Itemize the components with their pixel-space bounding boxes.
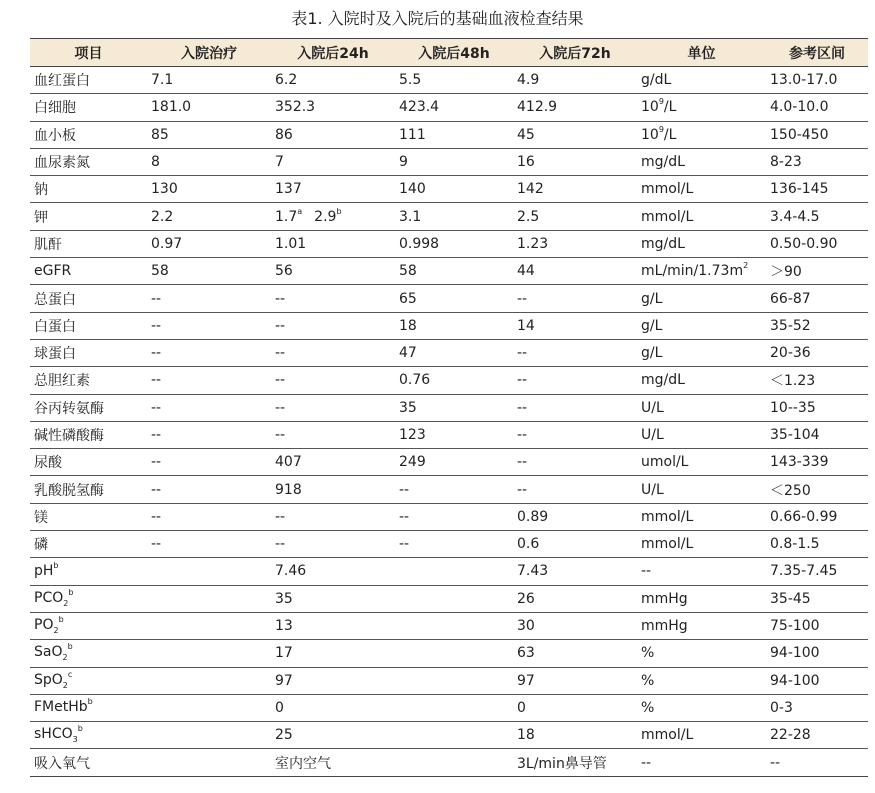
cell-admission: -- (147, 531, 271, 558)
cell-reference: 150-450 (766, 121, 868, 148)
unit-tail: /L (663, 99, 677, 116)
unit-exponent: 9 (658, 97, 664, 107)
cell-item: 血红蛋白 (30, 67, 147, 94)
cell-reference: 35-45 (766, 585, 868, 612)
cell-reference: 3.4-4.5 (766, 203, 868, 230)
cell-72h: 0.89 (513, 503, 637, 530)
cell-72h: -- (513, 421, 637, 448)
cell-48h (395, 612, 513, 639)
cell-72h: -- (513, 367, 637, 394)
cell-unit: mmol/L (637, 176, 766, 203)
cell-48h: 5.5 (395, 67, 513, 94)
cell-48h: 18 (395, 312, 513, 339)
cell-admission: -- (147, 421, 271, 448)
table-row (30, 203, 868, 230)
unit-base: 10 (641, 126, 659, 143)
cell-72h: 97 (513, 667, 637, 694)
cell-unit: mmol/L (637, 531, 766, 558)
cell-item: 总胆红素 (30, 367, 147, 394)
footnote-mark: a (297, 206, 303, 216)
table-row (30, 421, 868, 448)
cell-reference: 7.35-7.45 (766, 558, 868, 585)
cell-item: 总蛋白 (30, 285, 147, 312)
table-row (30, 367, 868, 394)
table-row (30, 449, 868, 476)
cell-24h: -- (271, 339, 395, 366)
cell-48h: -- (395, 531, 513, 558)
value-a: 1.7 (275, 208, 298, 225)
unit-exponent: 9 (658, 124, 664, 134)
table-row (30, 531, 868, 558)
unit-tail: /L (663, 126, 677, 143)
cell-unit (637, 258, 766, 285)
cell-admission: -- (147, 449, 271, 476)
cell-admission (147, 640, 271, 667)
cell-72h: 4.9 (513, 67, 637, 94)
cell-72h: -- (513, 394, 637, 421)
cell-48h: 0.998 (395, 230, 513, 257)
cell-item (30, 640, 147, 667)
unit-exponent: 2 (743, 261, 749, 271)
cell-unit: mmHg (637, 612, 766, 639)
cell-admission: 85 (147, 121, 271, 148)
cell-reference: 8-23 (766, 148, 868, 175)
cell-admission (147, 722, 271, 749)
cell-unit: U/L (637, 476, 766, 503)
cell-reference: 143-339 (766, 449, 868, 476)
cell-unit: U/L (637, 421, 766, 448)
table-row (30, 230, 868, 257)
cell-24h: 25 (271, 722, 395, 749)
footnote-mark: b (87, 697, 93, 707)
cell-72h: 3L/min鼻导管 (513, 749, 637, 776)
cell-admission (147, 585, 271, 612)
cell-item: 钾 (30, 203, 147, 230)
cell-reference: 0.8-1.5 (766, 531, 868, 558)
cell-72h: 2.5 (513, 203, 637, 230)
cell-48h (395, 667, 513, 694)
item-base: pH (34, 562, 54, 579)
cell-72h: 0 (513, 694, 637, 721)
cell-admission: 181.0 (147, 94, 271, 121)
cell-unit: U/L (637, 394, 766, 421)
cell-reference: 136-145 (766, 176, 868, 203)
cell-72h: 63 (513, 640, 637, 667)
cell-unit: -- (637, 749, 766, 776)
cell-unit: g/L (637, 312, 766, 339)
header-72h: 入院后72h (513, 39, 637, 67)
item-base: SpO (34, 671, 63, 688)
cell-48h: 123 (395, 421, 513, 448)
cell-24h: -- (271, 285, 395, 312)
cell-admission: -- (147, 394, 271, 421)
cell-48h: 35 (395, 394, 513, 421)
cell-reference: ＜1.23 (766, 367, 868, 394)
cell-reference: ＞90 (766, 258, 868, 285)
table-row (30, 121, 868, 148)
cell-admission: -- (147, 285, 271, 312)
cell-admission (147, 749, 271, 776)
cell-unit: g/L (637, 339, 766, 366)
cell-reference: 0.66-0.99 (766, 503, 868, 530)
table-row (30, 694, 868, 721)
item-base: PCO (34, 589, 64, 606)
header-24h: 入院后24h (271, 39, 395, 67)
item-base: FMetHb (34, 699, 88, 716)
cell-reference: 20-36 (766, 339, 868, 366)
unit-base: 10 (641, 99, 659, 116)
cell-unit: umol/L (637, 449, 766, 476)
cell-reference: 13.0-17.0 (766, 67, 868, 94)
item-subscript: 2 (53, 625, 59, 635)
footnote-mark: b (68, 587, 74, 597)
cell-48h: -- (395, 476, 513, 503)
cell-72h: 0.6 (513, 531, 637, 558)
cell-item: 乳酸脱氢酶 (30, 476, 147, 503)
cell-48h: 249 (395, 449, 513, 476)
table-row (30, 749, 868, 776)
cell-24h: 97 (271, 667, 395, 694)
cell-reference: -- (766, 749, 868, 776)
cell-unit: mmol/L (637, 503, 766, 530)
footnote-mark: b (67, 642, 73, 652)
cell-reference: 94-100 (766, 640, 868, 667)
table-row (30, 67, 868, 94)
cell-item: 钠 (30, 176, 147, 203)
cell-48h: 47 (395, 339, 513, 366)
cell-item (30, 612, 147, 639)
cell-24h: -- (271, 531, 395, 558)
cell-48h: 65 (395, 285, 513, 312)
cell-48h (395, 694, 513, 721)
cell-24h: -- (271, 394, 395, 421)
cell-item (30, 585, 147, 612)
cell-reference: 0.50-0.90 (766, 230, 868, 257)
cell-24h: 86 (271, 121, 395, 148)
cell-unit: g/dL (637, 67, 766, 94)
cell-unit (637, 121, 766, 148)
cell-admission: 58 (147, 258, 271, 285)
cell-48h: 3.1 (395, 203, 513, 230)
cell-admission (147, 667, 271, 694)
cell-72h: 18 (513, 722, 637, 749)
cell-unit: g/L (637, 285, 766, 312)
cell-item: eGFR (30, 258, 147, 285)
cell-unit: mg/dL (637, 230, 766, 257)
cell-48h (395, 558, 513, 585)
table-row (30, 148, 868, 175)
cell-unit: mg/dL (637, 367, 766, 394)
header-admission: 入院治疗 (147, 39, 271, 67)
cell-admission: 0.97 (147, 230, 271, 257)
cell-admission: -- (147, 367, 271, 394)
cell-48h: 58 (395, 258, 513, 285)
table-row (30, 667, 868, 694)
cell-24h: 13 (271, 612, 395, 639)
cell-admission: 7.1 (147, 67, 271, 94)
table-row (30, 722, 868, 749)
cell-unit (637, 94, 766, 121)
cell-unit: % (637, 667, 766, 694)
cell-unit: mmol/L (637, 722, 766, 749)
item-base: sHCO (34, 726, 73, 743)
cell-reference: 0-3 (766, 694, 868, 721)
cell-unit: % (637, 640, 766, 667)
cell-24h: 7 (271, 148, 395, 175)
cell-48h (395, 749, 513, 776)
cell-admission (147, 612, 271, 639)
cell-24h (271, 203, 395, 230)
cell-admission: 8 (147, 148, 271, 175)
cell-item: 血尿素氮 (30, 148, 147, 175)
cell-reference: 35-104 (766, 421, 868, 448)
cell-72h: -- (513, 339, 637, 366)
cell-reference: 75-100 (766, 612, 868, 639)
cell-24h: 35 (271, 585, 395, 612)
cell-item: 白细胞 (30, 94, 147, 121)
cell-item: 肌酐 (30, 230, 147, 257)
cell-24h: 17 (271, 640, 395, 667)
table-row (30, 558, 868, 585)
cell-72h: 44 (513, 258, 637, 285)
table-row (30, 176, 868, 203)
cell-admission: 130 (147, 176, 271, 203)
cell-reference: 4.0-10.0 (766, 94, 868, 121)
table-row (30, 258, 868, 285)
header-item: 项目 (30, 39, 147, 67)
table-row (30, 585, 868, 612)
cell-72h: 14 (513, 312, 637, 339)
cell-24h: 室内空气 (271, 749, 395, 776)
cell-48h: 0.76 (395, 367, 513, 394)
cell-item: 血小板 (30, 121, 147, 148)
cell-24h: -- (271, 503, 395, 530)
cell-admission: 2.2 (147, 203, 271, 230)
table-row (30, 394, 868, 421)
cell-admission: -- (147, 476, 271, 503)
table-header-row (30, 39, 868, 67)
cell-48h: 111 (395, 121, 513, 148)
cell-item: 球蛋白 (30, 339, 147, 366)
table-row (30, 94, 868, 121)
cell-24h: 1.01 (271, 230, 395, 257)
cell-reference: ＜250 (766, 476, 868, 503)
cell-item: 吸入氧气 (30, 749, 147, 776)
cell-24h: 352.3 (271, 94, 395, 121)
cell-24h: 56 (271, 258, 395, 285)
cell-unit: -- (637, 558, 766, 585)
cell-72h: 16 (513, 148, 637, 175)
cell-72h: 30 (513, 612, 637, 639)
cell-48h (395, 722, 513, 749)
table-row (30, 285, 868, 312)
cell-item (30, 558, 147, 585)
cell-unit: mmol/L (637, 203, 766, 230)
cell-72h: 26 (513, 585, 637, 612)
cell-item: 磷 (30, 531, 147, 558)
table-caption: 表1. 入院时及入院后的基础血液检查结果 (291, 9, 584, 28)
blood-test-table (30, 38, 868, 777)
cell-24h: -- (271, 312, 395, 339)
cell-item: 碱性磷酸酶 (30, 421, 147, 448)
cell-72h: 142 (513, 176, 637, 203)
cell-item (30, 667, 147, 694)
footnote-mark: b (77, 724, 83, 734)
cell-item: 白蛋白 (30, 312, 147, 339)
cell-72h: 1.23 (513, 230, 637, 257)
table-row (30, 503, 868, 530)
cell-72h: 7.43 (513, 558, 637, 585)
cell-24h: 7.46 (271, 558, 395, 585)
value-b: 2.9 (314, 208, 337, 225)
cell-admission: -- (147, 312, 271, 339)
cell-24h: 918 (271, 476, 395, 503)
cell-admission: -- (147, 339, 271, 366)
table-row (30, 612, 868, 639)
cell-24h: -- (271, 367, 395, 394)
cell-unit: mmHg (637, 585, 766, 612)
item-subscript: 3 (72, 735, 78, 745)
footnote-mark: b (58, 615, 64, 625)
footnote-mark: b (53, 560, 59, 570)
cell-24h: -- (271, 421, 395, 448)
cell-24h: 137 (271, 176, 395, 203)
footnote-mark: b (336, 206, 342, 216)
cell-72h: 45 (513, 121, 637, 148)
header-reference: 参考区间 (766, 39, 868, 67)
cell-reference: 22-28 (766, 722, 868, 749)
cell-48h (395, 585, 513, 612)
item-base: PO (34, 617, 54, 634)
cell-item (30, 722, 147, 749)
cell-admission (147, 694, 271, 721)
cell-reference: 66-87 (766, 285, 868, 312)
cell-admission: -- (147, 503, 271, 530)
unit-base: mL/min/1.73m (641, 263, 744, 280)
cell-72h: -- (513, 285, 637, 312)
cell-24h: 6.2 (271, 67, 395, 94)
table-row (30, 339, 868, 366)
cell-72h: -- (513, 449, 637, 476)
cell-24h: 407 (271, 449, 395, 476)
footnote-mark: c (67, 669, 73, 679)
cell-reference: 35-52 (766, 312, 868, 339)
item-base: SaO (34, 644, 63, 661)
cell-item (30, 694, 147, 721)
header-unit: 单位 (637, 39, 766, 67)
cell-item: 镁 (30, 503, 147, 530)
cell-48h: -- (395, 503, 513, 530)
item-subscript: 2 (62, 680, 68, 690)
table-row (30, 312, 868, 339)
cell-48h: 423.4 (395, 94, 513, 121)
table-row (30, 640, 868, 667)
cell-48h: 140 (395, 176, 513, 203)
item-subscript: 2 (63, 598, 69, 608)
cell-48h (395, 640, 513, 667)
cell-item: 谷丙转氨酶 (30, 394, 147, 421)
cell-reference: 94-100 (766, 667, 868, 694)
cell-item: 尿酸 (30, 449, 147, 476)
cell-72h: -- (513, 476, 637, 503)
cell-48h: 9 (395, 148, 513, 175)
cell-reference: 10--35 (766, 394, 868, 421)
cell-unit: mg/dL (637, 148, 766, 175)
item-subscript: 2 (62, 653, 68, 663)
cell-admission (147, 558, 271, 585)
cell-24h: 0 (271, 694, 395, 721)
table-row (30, 476, 868, 503)
header-48h: 入院后48h (395, 39, 513, 67)
cell-unit: % (637, 694, 766, 721)
cell-72h: 412.9 (513, 94, 637, 121)
